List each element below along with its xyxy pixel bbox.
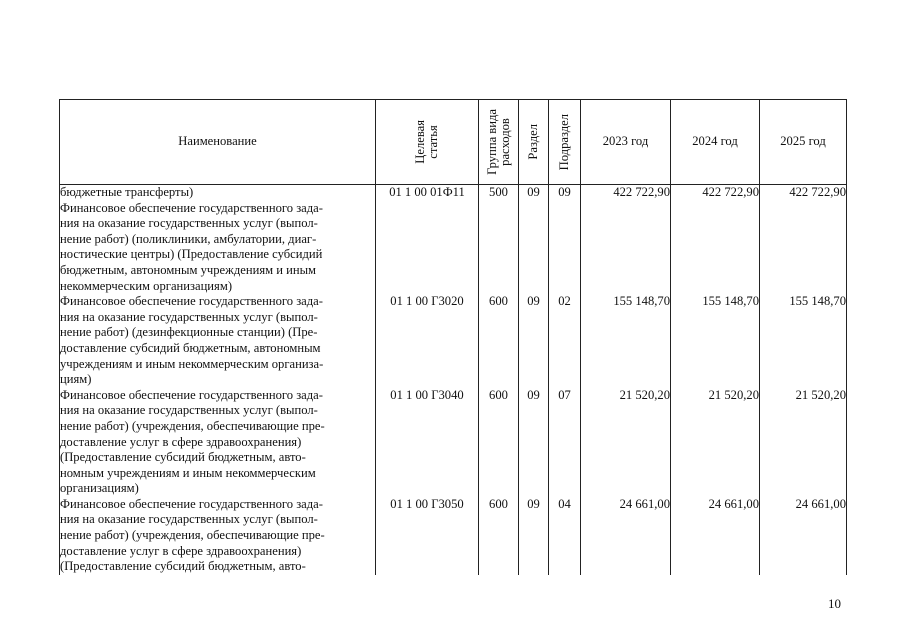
header-name: Наименование (60, 100, 376, 185)
table-row (60, 185, 847, 295)
table-body (60, 185, 847, 575)
row-target: 01 1 00 Г3040 (376, 388, 479, 497)
header-target-label: Целевая статья (413, 120, 440, 164)
row-subsection: 02 (549, 294, 581, 388)
row-name: Финансовое обеспечение государственного зада- ния на оказание государственных услуг (выпол- нение работ) (учреждения, обеспечивающие пре- доставление услуг в сфере здравоохранения) (Предоставление субсидий бюджетным, авто- номным учреждениям и иным некоммерческим организациям) (60, 388, 376, 497)
row-target: 01 1 00 Г3050 (376, 497, 479, 575)
row-2024: 21 520,20 (671, 388, 760, 497)
row-section: 09 (519, 388, 549, 497)
header-section (519, 100, 549, 185)
row-group: 600 (479, 294, 519, 388)
header-2024: 2024 год (671, 100, 760, 185)
table-header (60, 100, 847, 185)
header-section-label: Раздел (526, 124, 540, 160)
row-subsection: 07 (549, 388, 581, 497)
row-name: Финансовое обеспечение государственного зада- ния на оказание государственных услуг (выпол- нение работ) (дезинфекционные станции) (Пре- доставление субсидий бюджетным, автономным учреждениям и иным некоммерческим организа- циям) (60, 294, 376, 388)
row-target: 01 1 00 01Ф11 (376, 185, 479, 295)
row-2023: 155 148,70 (581, 294, 671, 388)
row-2023: 24 661,00 (581, 497, 671, 575)
row-2023: 21 520,20 (581, 388, 671, 497)
header-2025: 2025 год (760, 100, 847, 185)
row-section: 09 (519, 185, 549, 295)
header-2023: 2023 год (581, 100, 671, 185)
header-subsection-label: Подраздел (557, 113, 571, 171)
row-name: Финансовое обеспечение государственного зада- ния на оказание государственных услуг (выпол- нение работ) (учреждения, обеспечивающие пре- доставление услуг в сфере здравоохранения) (Предоставление субсидий бюджетным, авто- (60, 497, 376, 575)
table-row (60, 497, 847, 575)
row-2025: 21 520,20 (760, 388, 847, 497)
table-row (60, 294, 847, 388)
row-subsection: 09 (549, 185, 581, 295)
row-2024: 422 722,90 (671, 185, 760, 295)
table-row (60, 388, 847, 497)
row-group: 500 (479, 185, 519, 295)
row-name: бюджетные трансферты) Финансовое обеспечение государственного зада- ния на оказание государственных услуг (выпол- нение работ) (поликлиники, амбулатории, диаг- ностические центры) (Предоставление субсидий бюджетным, автономным учреждениям и иным некоммерческим организациям) (60, 185, 376, 295)
budget-table (59, 99, 847, 575)
header-target (376, 100, 479, 185)
row-2025: 24 661,00 (760, 497, 847, 575)
row-2024: 155 148,70 (671, 294, 760, 388)
page-number: 10 (828, 596, 841, 611)
header-subsection (549, 100, 581, 185)
header-group (479, 100, 519, 185)
row-group: 600 (479, 497, 519, 575)
row-section: 09 (519, 497, 549, 575)
row-2024: 24 661,00 (671, 497, 760, 575)
row-subsection: 04 (549, 497, 581, 575)
row-2025: 422 722,90 (760, 185, 847, 295)
row-section: 09 (519, 294, 549, 388)
header-group-label: Группа вида расходов (484, 109, 512, 175)
row-2023: 422 722,90 (581, 185, 671, 295)
row-group: 600 (479, 388, 519, 497)
row-target: 01 1 00 Г3020 (376, 294, 479, 388)
row-2025: 155 148,70 (760, 294, 847, 388)
